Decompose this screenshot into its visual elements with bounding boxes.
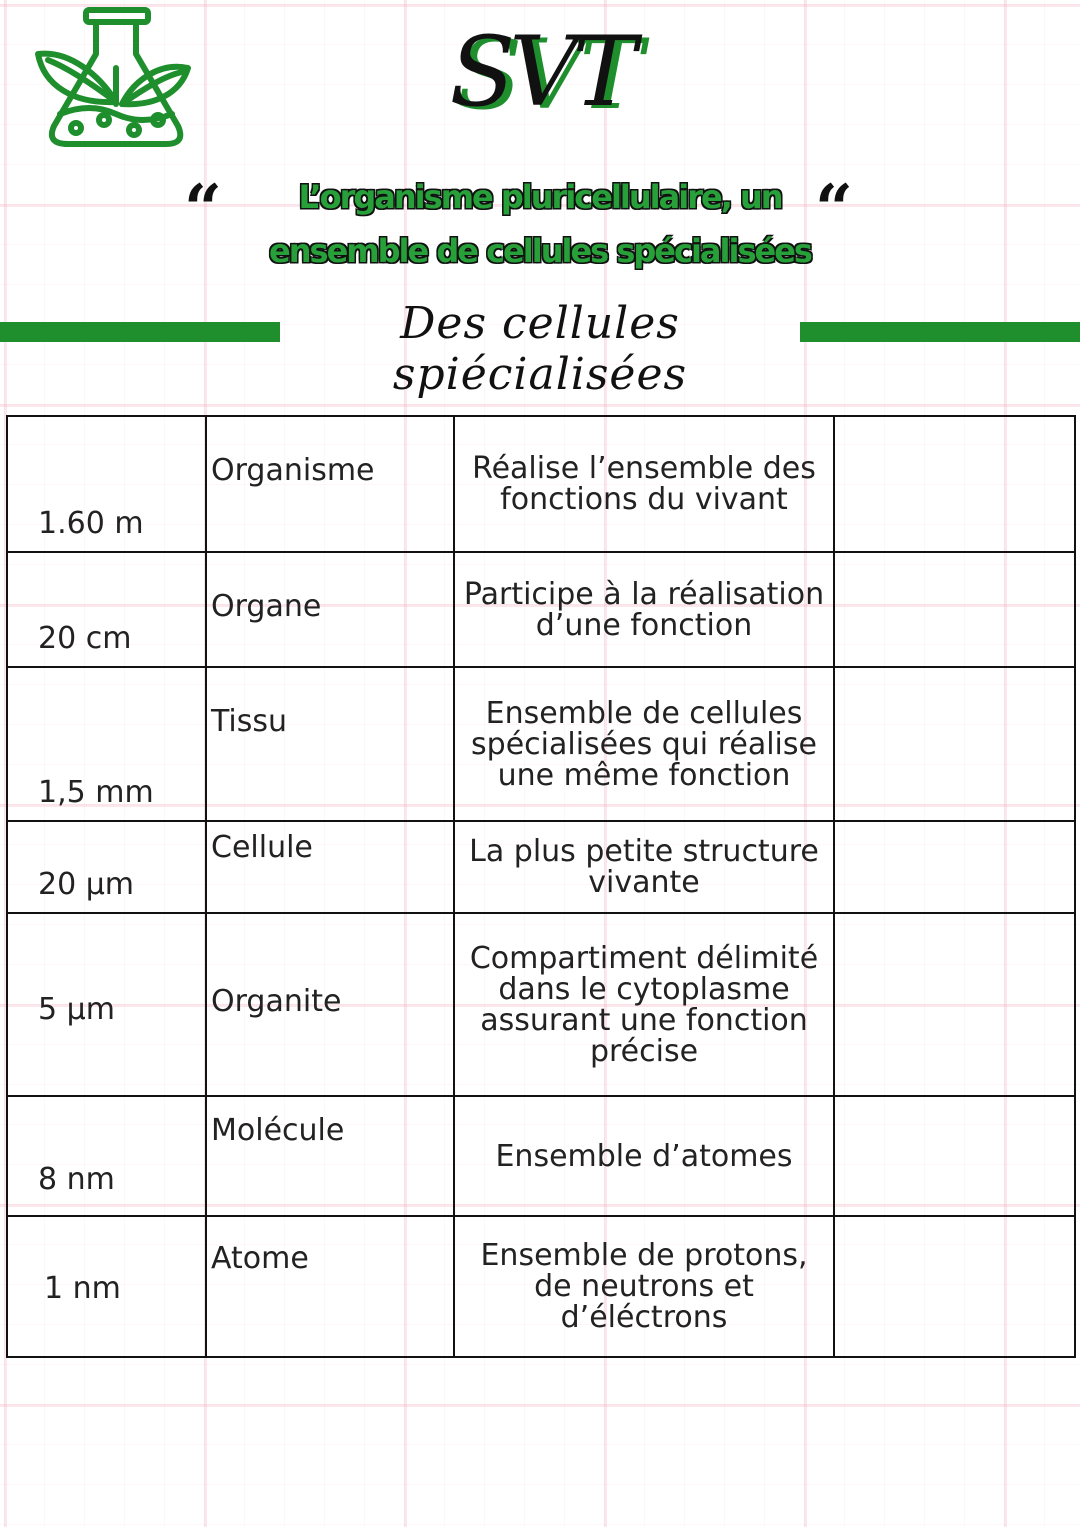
level-name-cell: Organite — [206, 913, 454, 1096]
level-name-cell: Cellule — [206, 821, 454, 913]
empty-cell — [834, 416, 1075, 552]
table-row — [7, 416, 1075, 552]
level-name-cell: Molécule — [206, 1096, 454, 1216]
size-cell: 8 nm — [7, 1096, 206, 1216]
divider-bar-left — [0, 322, 280, 342]
size-cell: 20 cm — [7, 552, 206, 667]
description-cell: Ensemble de protons, de neutrons et d’éléctrons — [454, 1216, 834, 1357]
table-row — [7, 1096, 1075, 1216]
description-cell: Participe à la réalisation d’une fonction — [454, 552, 834, 667]
divider-bar-right — [800, 322, 1080, 342]
description-cell: Ensemble de cellules spécialisées qui réalise une même fonction — [454, 667, 834, 821]
level-name-cell: Organisme — [206, 416, 454, 552]
table-row — [7, 1216, 1075, 1357]
description-cell: Compartiment délimité dans le cytoplasme assurant une fonction précise — [454, 913, 834, 1096]
description-cell: Ensemble d’atomes — [454, 1096, 834, 1216]
empty-cell — [834, 1096, 1075, 1216]
size-cell: 5 µm — [7, 913, 206, 1096]
size-cell: 20 µm — [7, 821, 206, 913]
flask-with-leaves-icon — [30, 6, 192, 152]
level-name-cell: Atome — [206, 1216, 454, 1357]
size-cell: 1 nm — [7, 1216, 206, 1357]
empty-cell — [834, 821, 1075, 913]
description-cell: Réalise l’ensemble des fonctions du vivant — [454, 416, 834, 552]
section-subtitle: Des cellules spiécialisées — [392, 298, 688, 400]
table-row — [7, 552, 1075, 667]
description-cell: La plus petite structure vivante — [454, 821, 834, 913]
level-name-cell: Tissu — [206, 667, 454, 821]
headline-line-2: ensemble de cellules spécialisées — [269, 232, 811, 270]
table-row — [7, 667, 1075, 821]
headline-line-1: L’organisme pluricellulaire, un — [298, 178, 782, 216]
page-title: SVT — [449, 16, 631, 128]
quote-mark-left: “ — [184, 170, 222, 248]
size-cell: 1.60 m — [7, 416, 206, 552]
empty-cell — [834, 667, 1075, 821]
empty-cell — [834, 1216, 1075, 1357]
table-row — [7, 913, 1075, 1096]
empty-cell — [834, 552, 1075, 667]
size-cell: 1,5 mm — [7, 667, 206, 821]
level-name-cell: Organe — [206, 552, 454, 667]
quote-mark-right: “ — [815, 170, 853, 248]
table-row — [7, 821, 1075, 913]
scale-table — [6, 415, 1076, 1358]
empty-cell — [834, 913, 1075, 1096]
